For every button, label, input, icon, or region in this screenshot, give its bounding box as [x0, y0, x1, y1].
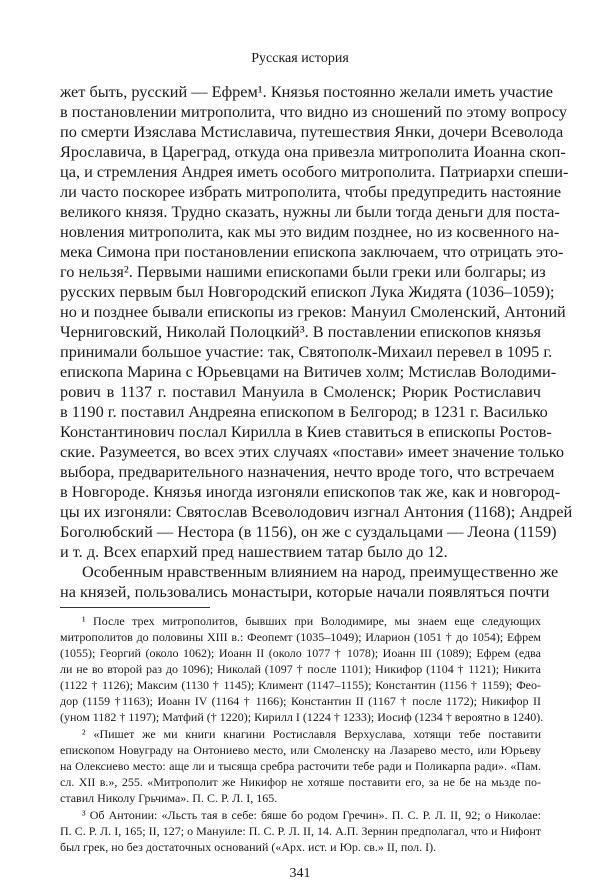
body-text-line: Константинович послал Кирилла в Киев ставиться в епископы Ростов-: [60, 422, 552, 441]
footnote-line: ли не во второй раз до 1096); Николай (1097 † после 1101); Никифор (1104 † 1121); Никита: [60, 662, 541, 676]
body-text-line: ли часто поскорее избрать митрополита, чтобы предупредить настояние: [60, 182, 562, 201]
body-text-line: рович в 1137 г. поставил Мануила в Смоленск; Рюрик Ростиславич: [60, 382, 541, 401]
body-text-line: ские. Разумеется, во всех этих случаях «постави» имеет значение только: [60, 442, 564, 461]
body-text-line: ца, и стремления Андрея иметь особого митрополита. Патриархи спеши-: [60, 162, 569, 181]
body-text-line: и т. д. Всех епархий пред нашествием татар было до 12.: [60, 542, 448, 561]
body-text-line: Ярославича, в Цареград, откуда она привезла митрополита Иоанна скоп-: [60, 142, 566, 161]
footnote-line: (уном 1182 † 1197); Матфий († 1220); Кирилл I (1224 † 1233); Иосиф (1234 † вероятно в 1240).: [60, 710, 544, 724]
body-text-line: русских первым был Новгородский епископ Лука Жидята (1036–1059);: [60, 282, 555, 301]
footnote-line: митрополитов до половины XIII в.: Феопемт (1035–1049); Иларион (1051 † до 1054); Ефрем: [60, 630, 541, 644]
footnote-line: епископом Новуграду на Онтониево место, или Смоленску на Лазарево место, или Юрьеву: [60, 743, 541, 757]
footnote-line: ² «Пишет же ми книги кнагини Ростиславля Верхуслава, хотящи тебе поставити: [82, 727, 541, 741]
running-header: Русская история: [251, 51, 349, 66]
footnote-line: П. С. Р. Л. I, 165; II, 127; о Мануиле: П. С. Р. Л. II, 14. А.П. Зернин предполагал, что и Нифонт: [60, 824, 541, 838]
body-text-line: го нельзя². Первыми нашими епископами были греки или болгары; из: [60, 262, 546, 281]
footnote-line: (1055); Георгий (около 1062); Иоанн II (около 1077 † 1078); Иоанн III (1089); Ефрем (едва: [60, 646, 541, 660]
body-text-line: по смерти Изяслава Мстиславича, путешествия Янки, дочери Всеволода: [60, 122, 564, 141]
body-text-line: в Новгороде. Князья иногда изгоняли епископов так же, как и новгород-: [60, 482, 561, 501]
footnote-line: был грек, но без достаточных оснований («Арх. ист. и Юр. св.» II, пол. I).: [60, 840, 437, 854]
body-text-line: новления митрополита, как мы это видим позднее, но из косвенного на-: [60, 222, 560, 241]
body-text-line: жет быть, русский — Ефрем¹. Князья постоянно желали иметь участие: [60, 82, 553, 101]
body-text-line: выбора, предварительного назначения, нечто вроде того, что встречаем: [60, 462, 555, 481]
body-text-line: Боголюбский — Нестора (в 1156), он же с суздальцами — Леона (1159): [60, 522, 557, 541]
footnote-line: ¹ После трех митрополитов, бывших при Володимире, мы знаем еще следующих: [82, 614, 541, 628]
body-text-line: в постановлении митрополита, что видно из сношений по этому вопросу: [60, 102, 568, 121]
body-text-line: на князей, пользовались монастыри, которые начали появляться почти: [60, 582, 550, 601]
footnote-separator: [60, 607, 210, 608]
footnote-line: (1122 † 1126); Максим (1130 † 1145); Климент (1147–1155); Константин (1156 † 1159); Фео-: [60, 678, 541, 692]
body-text-line: Особенным нравственным влиянием на народ, преимущественно же: [82, 562, 559, 581]
page-number: 341: [289, 866, 311, 881]
body-text-line: Черниговский, Николай Полоцкий³. В поставлении епископов князья: [60, 322, 541, 341]
footnote-line: сл. XII в.», 255. «Митрополит же Никифор не хотяше поставити его, за не бе на мьзде по-: [60, 775, 541, 789]
footnote-line: ³ Об Антонии: «Льсть тая в себе: бяше бо родом Гречин». П. С. Р. Л. II, 92; о Николае:: [82, 808, 541, 822]
body-text-line: великого князя. Трудно сказать, нужны ли были тогда деньги для поста-: [60, 202, 560, 221]
body-text-line: но и позднее бывали епископы из греков: Мануил Смоленский, Антоний: [60, 302, 566, 321]
footnote-line: на Олексиево место: аще ли и тысяща сребра расточити тебе ради и Поликарпа ради». «Пам.: [60, 759, 541, 773]
body-text-line: принимали большое участие: так, Святополк-Михаил перевел в 1095 г.: [60, 342, 553, 361]
body-text-line: епископа Марина с Юрьевцами на Витичев холм; Мстислав Володими-: [60, 362, 557, 381]
body-text-line: мека Симона при постановлении епископа заключаем, что отрицать это-: [60, 242, 564, 261]
footnote-line: дор (1159 †1163); Иоанн IV (1164 † 1166); Константин II (1167 † после 1172); Никифор II: [60, 694, 541, 708]
body-text-line: цы их изгоняли: Святослав Всеволодович изгнал Антония (1168); Андрей: [60, 502, 573, 521]
body-text-line: в 1190 г. поставил Андреяна епископом в Белгород; в 1231 г. Василько: [60, 402, 548, 421]
footnote-line: ставил Николу Грьчима». П. С. Р. Л. I, 165.: [60, 791, 278, 805]
